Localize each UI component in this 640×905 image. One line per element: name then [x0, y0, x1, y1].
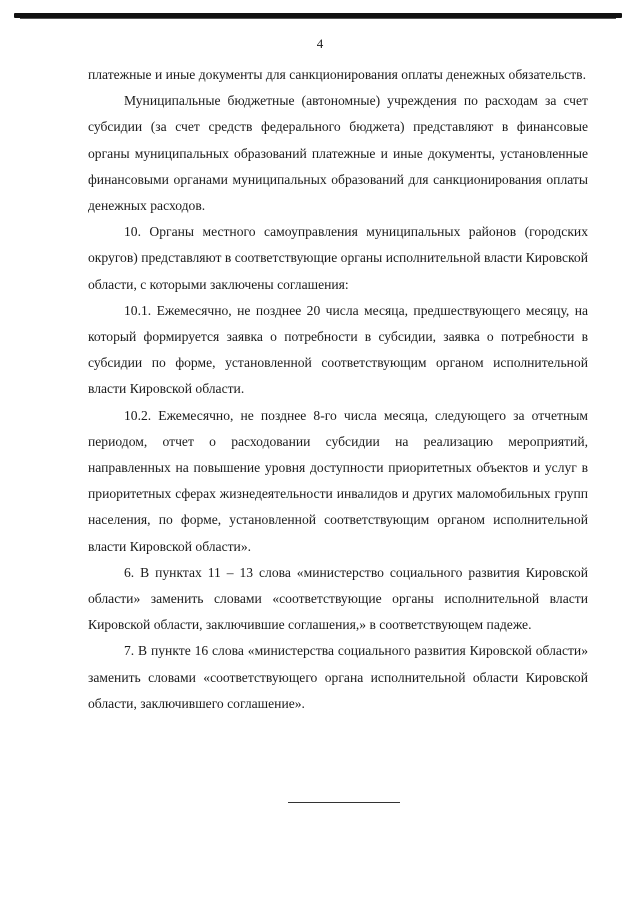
- paragraph-item-7: 7. В пункте 16 слова «министерства социального развития Кировской области» заменить словами «соответствующего органа исполнительной области Кировской области, заключившего соглашение».: [88, 643, 588, 711]
- paragraph-item-10: 10. Органы местного самоуправления муниципальных районов (городских округов) представляют в соответствующие органы исполнительной власти Кировской области, с которыми заключены соглашения:: [88, 224, 588, 292]
- page-number: 4: [316, 36, 324, 51]
- paragraph-item-10-2: 10.2. Ежемесячно, не позднее 8-го числа месяца, следующего за отчетным периодом, отчет о расходовании субсидии на реализацию мероприятий, направленных на повышение уровня доступности приоритетных объектов и услуг в приоритетных сферах жизнедеятельности инвалидов и других маломобильных групп населения, по форме, установленной соответствующим органом исполнительной власти Кировской области».: [88, 407, 588, 554]
- paragraph-institutions: Муниципальные бюджетные (автономные) учреждения по расходам за счет субсидии (за счет средств федерального бюджета) представляют в финансовые органы муниципальных образований платежные и иные документы, установленные финансовыми органами муниципальных образований для санкционирования оплаты денежных расходов.: [88, 93, 588, 214]
- paragraph-item-10-1: 10.1. Ежемесячно, не позднее 20 числа месяца, предшествующего месяцу, на который формируется заявка о потребности в субсидии, заявка о потребности в субсидии по форме, установленной соответствующим органом исполнительной власти Кировской области.: [88, 302, 588, 397]
- closing-rule: [288, 802, 400, 803]
- paragraph-continuation: платежные и иные документы для санкционирования оплаты денежных обязательств.: [88, 67, 586, 82]
- header-rule-thin: [20, 18, 616, 19]
- paragraph-item-6: 6. В пунктах 11 – 13 слова «министерство социального развития Кировской области» заменить словами «соответствующие органы исполнительной власти Кировской области, заключившие соглашения,» в соответствующем падеже.: [88, 564, 588, 633]
- document-body: [88, 62, 588, 717]
